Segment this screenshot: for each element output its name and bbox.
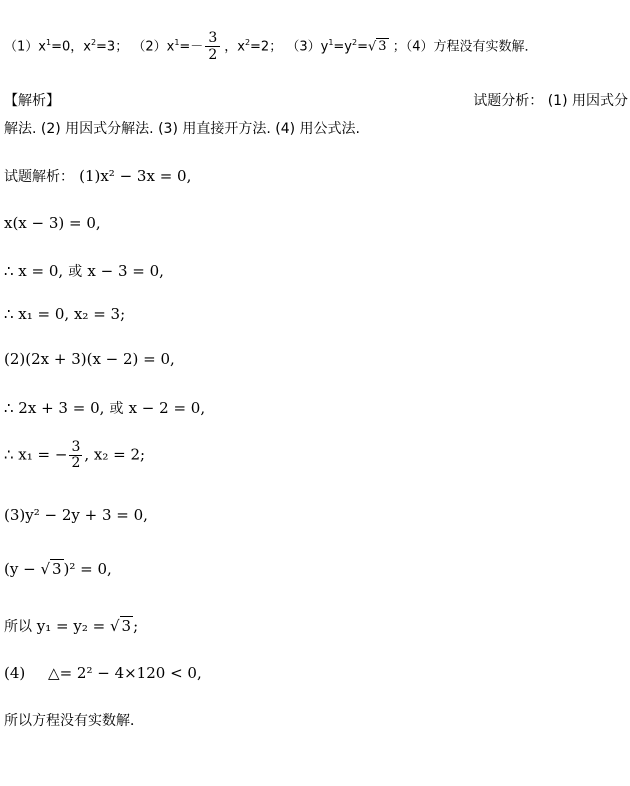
solution-therefore-1: 所以 [4,619,32,635]
solution-sqrt-1-radicand: 3 [52,560,62,578]
answer-1-end: =3； [96,39,129,55]
answer-1-mid: =0，x [51,39,91,55]
answer-2-mid: ，x [224,39,245,55]
solution-eq-7a: ∴ x₁ = − [4,445,68,464]
answer-3-eq: = [357,39,368,55]
solution-line-7 [4,440,145,471]
answer-summary-line [4,26,538,66]
solution-eq-10b: y₁ = y₂ = [32,617,110,635]
answer-3-label: （3）y [286,39,329,55]
solution-eq-3a: ∴ x = 0, [4,262,64,280]
solution-line-11 [4,664,202,682]
answer-3-sub1: 1 [328,38,334,47]
solution-line-9 [4,560,112,578]
answer-2-label: （2）x [132,39,175,55]
answer-3-mid: =y [333,39,352,55]
answer-2-numerator: 3 [205,30,220,47]
answer-4: （4）方程没有实数解． [405,39,538,55]
answer-1-var: x [38,39,46,55]
analysis-intro: 试题分析： (1) 用因式分 [473,93,628,109]
analysis-heading: 【解析】 [4,93,60,109]
solution-line-6 [4,398,205,418]
solution-sqrt-1-sign: √ [40,560,50,578]
solution-sqrt-1 [40,559,63,578]
solution-line-5: (2)(2x + 3)(x − 2) = 0, [4,350,175,368]
answer-3-sqrt-sign: √ [368,39,377,55]
solution-sqrt-2 [110,616,133,635]
solution-eq-6a: ∴ 2x + 3 = 0, [4,399,105,417]
solution-fraction-num: 3 [71,439,81,455]
solution-fraction-den: 2 [71,455,81,471]
answer-3-end: ； [392,39,406,55]
solution-eq-7b: , x₂ = 2; [84,445,146,464]
analysis-methods: 解法. (2) 用因式分解法. (3) 用直接开方法. (4) 用公式法. [4,121,360,137]
solution-eq-9b: )² = 0, [63,560,112,578]
solution-line-8: (3)y² − 2y + 3 = 0, [4,506,148,524]
answer-1-sub2: 2 [90,38,97,47]
solution-eq-9a: (y − [4,560,41,578]
solution-intro: 试题解析： [4,169,74,185]
answer-2-sub1: 1 [174,38,180,47]
solution-eq-1: (1)x² − 3x = 0, [79,167,192,185]
solution-discriminant: △= 2² − 4×120 < 0, [48,664,202,682]
answer-2-denominator: 2 [208,47,218,64]
solution-fraction [69,440,82,471]
solution-line-2: x(x − 3) = 0, [4,214,101,232]
solution-sqrt-2-radicand: 3 [121,617,132,635]
answer-2-fraction [205,30,220,63]
solution-line-4: ∴ x₁ = 0, x₂ = 3; [4,305,126,323]
solution-label-4: (4) [4,664,26,682]
solution-line-1 [4,166,191,186]
answer-2-end: =2； [250,39,283,55]
answer-2-sub2: 2 [244,38,251,47]
answer-3-sub2: 2 [352,38,358,47]
solution-sqrt-2-sign: √ [109,617,120,635]
solution-or-1: 或 [68,264,83,280]
solution-eq-3c: x − 3 = 0, [87,262,164,280]
solution-or-2: 或 [109,401,124,417]
answer-1-sub1: 1 [45,38,52,47]
answer-3-sqrt [368,38,389,54]
solution-eq-6c: x − 2 = 0, [128,399,206,417]
solution-line-3 [4,261,164,281]
answer-1-label: （1） [4,39,39,55]
solution-line-10 [4,616,138,636]
solution-line-12: 所以方程没有实数解． [4,713,144,729]
solution-eq-10c: ; [133,617,139,635]
answer-2-eq: =－ [179,39,204,55]
answer-3-radicand: 3 [378,39,387,55]
